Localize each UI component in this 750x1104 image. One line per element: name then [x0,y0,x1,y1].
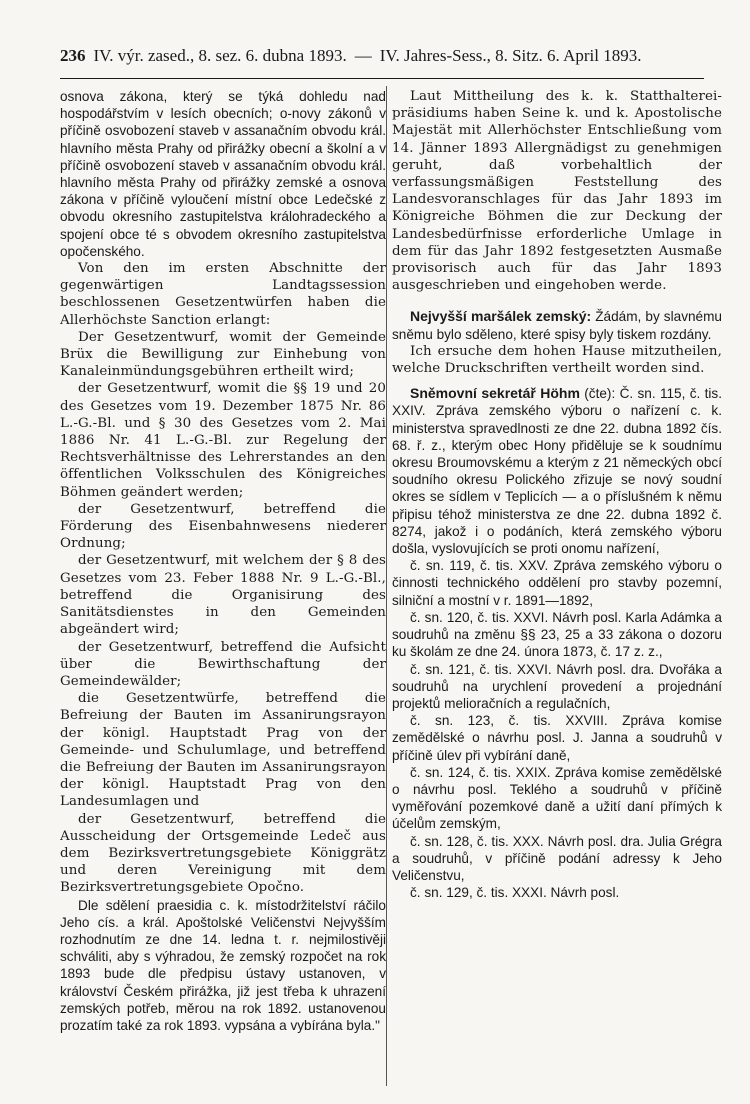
paragraph: Von den im ersten Abschnitte der gegenwärtigen Landtagssession beschlossenen Gesetzentwürfen haben die Allerhöchste Sanction erlangt: [60,261,386,328]
right-column [392,88,722,1096]
speech-text: Č. sn. 115, č. tis. XXIV. Zpráva zemského výboru o nařízení c. k. ministerstva spravedlnosti ze dne 22. dubna 1892 čís. 68. ř. z., kterým obec Hony přiděluje se k soudnímu okresu Broumovskému a kterým z 21 německých obcí soudního okresu Polického zřizuje se nový soudní okres se sídlem v Teplicích — a o příslušném k němu připisu téhož ministerstva ze dne 22. dubna 1892 č. 8274, jakož i o podáních, která zemského výboru došla, vyslovujících se proti onomu nařízení, [392,386,722,557]
paragraph: der Gesetzentwurf, betreffend die Aufsicht über die Bewirthschaftung der Gemeindewälder; [60,639,386,689]
header-separator: — [354,46,372,65]
speech-paragraph [392,385,722,557]
paragraph: Der Gesetzentwurf, womit der Gemeinde Brüx die Bewilligung zur Einhebung von Kanaleinmündungsgebühren ertheilt wird; [60,329,386,380]
running-header [60,46,704,72]
page-number: 236 [60,46,86,65]
paragraph: der Gesetzentwurf, betreffend die Förderung des Eisenbahnwesens niederer Ordnung; [60,501,386,552]
paragraph: Ich ersuche dem hohen Hause mitzutheilen, welche Druckschriften vertheilt worden sind. [392,343,722,377]
paragraph: der Gesetzentwurf, mit welchem der § 8 des Gesetzes vom 23. Feber 1888 Nr. 9 L.-G.-Bl., betreffend die Organisirung des Sanitätsdienstes in den Gemeinden abgeändert wird; [60,553,386,638]
speaker-name: Nejvyšší maršálek zemský: [410,308,592,325]
header-german: IV. Jahres-Sess., 8. Sitz. 6. April 1893. [379,46,642,65]
left-column [60,88,386,1096]
paragraph: č. sn. 124, č. tis. XXIX. Zpráva komise zemědělské o návrhu posl. Teklého a soudruhů v příčině vyměřování pozemkové daně a užití daní přímých k účelům zemským, [392,764,722,832]
paragraph: č. sn. 123, č. tis. XXVIII. Zpráva komise zemědělské o návrhu posl. J. Janna a soudruhů v příčině úlev při vybírání daně, [392,713,722,763]
speaker-note: (čte): [584,386,616,402]
paragraph: č. sn. 119, č. tis. XXV. Zpráva zemského výboru o činnosti technického oddělení pro stavby pozemní, silniční a mostní v r. 1891—1892, [392,558,722,608]
speaker-name: Sněmovní sekretář Höhm [410,385,580,402]
paragraph: Laut Mittheilung des k. k. Statthalterei-präsidiums haben Seine k. und k. Apostolische Majestät mit Allerhöchster Entschließung vom 14. Jänner 1893 Allergnädigst zu genehmigen geruht, daß vorbehaltlich der verfassungsmäßigen Feststellung des Landesvoranschlages für das Jahr 1893 im Königreiche Böhmen die zur Deckung der Landesbedürfnisse erforderliche Umlage in dem für das Jahr 1892 festgesetzten Ausmaße provisorisch auch für das Jahr 1893 ausgeschrieben und eingehoben werde. [392,89,722,294]
column-divider [386,86,387,1086]
paragraph: Dle sdělení praesidia c. k. místodržitelství ráčilo Jeho cís. a král. Apoštolské Veličenstvi Nejvyšším rozhodnutím ze dne 14. ledna t. r. nejmilostivěji schváliti, aby s výhradou, že zemský rozpočet na rok 1893 bude dle předpisu ústavy ustanoven, v království Českém přirážka, již jest třeba k uhrazení zemských potřeb, měrou na rok 1892. ustanovenou prozatím také za rok 1893. vypsána a vybírána byla." [60,897,386,1033]
paragraph: der Gesetzentwurf, womit die §§ 19 und 20 des Gesetzes vom 19. Dezember 1875 Nr. 86 L.-G.-Bl. und § 30 des Gesetzes vom 2. Mai 1886 Nr. 41 L.-G.-Bl. zur Regelung der Rechtsverhältnisse des Lehrerstandes an den öffentlichen Volksschulen des Königreiches Böhmen geändert werden; [60,381,386,500]
paragraph: č. sn. 128, č. tis. XXX. Návrh posl. dra. Julia Grégra a soudruhů, v příčině podání adressy k Jeho Veličenstvu, [392,833,722,883]
header-rule [60,78,704,79]
paragraph: der Gesetzentwurf, betreffend die Ausscheidung der Ortsgemeinde Ledeč aus dem Bezirksvertretungsgebiete Königgrätz und deren Vereinigung mit dem Bezirksvertretungsgebiete Opočno. [60,811,386,896]
paragraph: č. sn. 129, č. tis. XXXI. Návrh posl. [410,885,620,901]
header-czech: IV. výr. zased., 8. sez. 6. dubna 1893. [93,46,347,65]
paragraph: die Gesetzentwürfe, betreffend die Befreiung der Bauten im Assanirungsrayon der königl. Hauptstadt Prag von der Gemeinde- und Schulumlage, und betreffend die Befreiung der Bauten im Assanirungsrayon der königl. Hauptstadt Prag von den Landesumlagen und [60,691,386,810]
paragraph: č. sn. 120, č. tis. XXVI. Návrh posl. Karla Adámka a soudruhů na změnu §§ 23, 25 a 33 zákona o dozoru ku školám ze dne 24. února 1873, č. 17 z. z., [392,609,722,660]
paragraph: osnova zákona, který se týká dohledu nad hospodářstvím v lesích obecních; o-novy zákonů v příčině osvobození staveb v assanačním obvodu král. hlavního města Prahy od přirážky obecní a školní a v příčině osvobození staveb v assanačním obvodu král. hlavního města Prahy od přirážky zemské a osnova zákona v příčině vyloučení místní obce Ledečské z obvodu okresního zastupitelstva králohradeckého a spojení obce té s obvodem okresního zastupitelstva opočenského. [60,89,386,259]
speech-text: Žádám, by slavnému sněmu bylo sděleno, které spisy byly tiskem rozdány. [392,309,722,342]
paragraph: č. sn. 121, č. tis. XXVI. Návrh posl. dra. Dvořáka a soudruhů na urychlení provedení a projednání projektů melioračních a regulačních, [392,661,722,711]
speech-paragraph [392,308,722,342]
